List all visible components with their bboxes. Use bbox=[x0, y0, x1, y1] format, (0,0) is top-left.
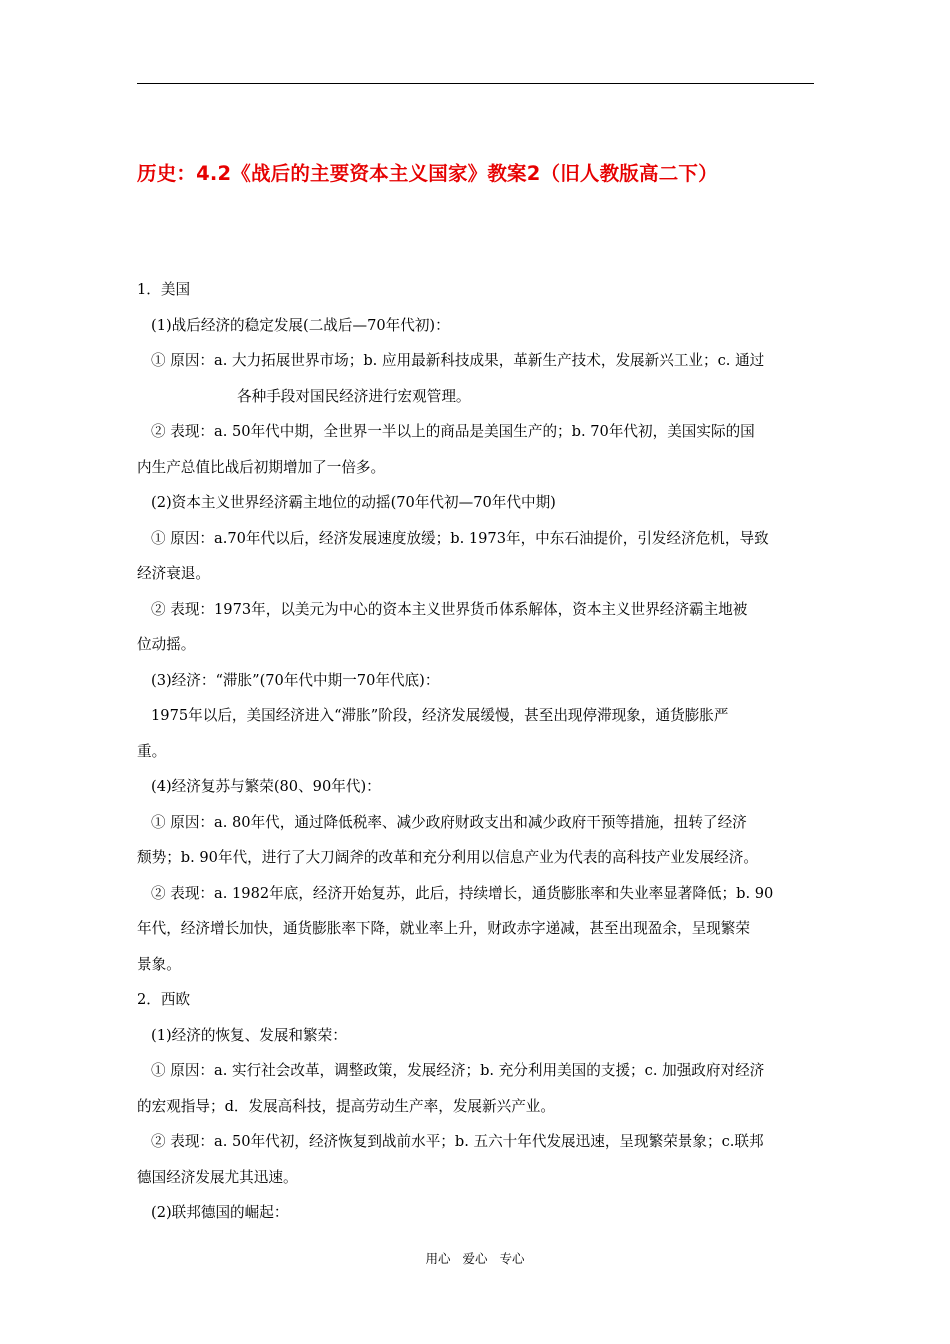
paragraph-line: 经济衰退。 bbox=[137, 565, 210, 582]
paragraph-line: ② 表现：a. 1982年底，经济开始复苏，此后，持续增长，通货膨胀率和失业率显著降低；b. 90 bbox=[151, 884, 774, 902]
paragraph-line: 内生产总值比战后初期增加了一倍多。 bbox=[137, 458, 386, 476]
paragraph-line: 的宏观指导；d．发展高科技，提高劳动生产率，发展新兴产业。 bbox=[137, 1097, 555, 1115]
paragraph-line: ① 原因：a. 大力拓展世界市场；b. 应用最新科技成果，革新生产技术，发展新兴工业；c. 通过 bbox=[151, 352, 765, 369]
paragraph-line: 各种手段对国民经济进行宏观管理。 bbox=[237, 387, 471, 405]
paragraph-line: ① 原因：a. 80年代，通过降低税率、减少政府财政支出和减少政府干预等措施，扭转了经济 bbox=[151, 813, 747, 831]
paragraph-line: 景象。 bbox=[137, 955, 181, 973]
document-title: 历史：4.2《战后的主要资本主义国家》教案2（旧人教版高二下） bbox=[137, 162, 718, 185]
paragraph-line: 1975年以后，美国经济进入“滞胀”阶段，经济发展缓慢，甚至出现停滞现象，通货膨胀严 bbox=[151, 707, 729, 724]
subsection-heading: (2)联邦德国的崛起： bbox=[151, 1204, 289, 1221]
paragraph-line: 德国经济发展尤其迅速。 bbox=[137, 1168, 298, 1186]
section-heading-usa: 1．美国 bbox=[137, 281, 191, 298]
paragraph-line: ② 表现：a. 50年代初，经济恢复到战前水平；b. 五六十年代发展迅速，呈现繁荣景象；c.联邦 bbox=[151, 1133, 764, 1150]
paragraph-line: 位动摇。 bbox=[137, 636, 196, 653]
paragraph-line: 颓势；b. 90年代，进行了大刀阔斧的改革和充分利用以信息产业为代表的高科技产业发展经济。 bbox=[137, 849, 758, 866]
subsection-heading: (4)经济复苏与繁荣(80、90年代)： bbox=[151, 778, 381, 795]
paragraph-line: ② 表现：a. 50年代中期，全世界一半以上的商品是美国生产的；b. 70年代初，美国实际的国 bbox=[151, 423, 755, 440]
subsection-heading: (1)经济的恢复、发展和繁荣： bbox=[151, 1026, 347, 1044]
paragraph-line: 年代，经济增长加快，通货膨胀率下降，就业率上升，财政赤字递减，甚至出现盈余，呈现繁荣 bbox=[137, 920, 750, 937]
section-heading-west-europe: 2．西欧 bbox=[137, 991, 191, 1008]
subsection-heading: (2)资本主义世界经济霸主地位的动摇(70年代初—70年代中期) bbox=[151, 494, 556, 511]
paragraph-line: ② 表现：1973年，以美元为中心的资本主义世界货币体系解体，资本主义世界经济霸主地被 bbox=[151, 600, 748, 618]
subsection-heading: (1)战后经济的稳定发展(二战后—70年代初)： bbox=[151, 316, 450, 334]
header-rule bbox=[137, 83, 814, 84]
paragraph-line: ① 原因：a. 实行社会改革，调整政策，发展经济；b. 充分利用美国的支援；c. 加强政府对经济 bbox=[151, 1062, 765, 1079]
paragraph-line: 重。 bbox=[137, 742, 167, 760]
document-body bbox=[137, 272, 817, 1231]
page-footer: 用心 爱心 专心 bbox=[425, 1251, 525, 1266]
paragraph-line: ① 原因：a.70年代以后，经济发展速度放缓；b. 1973年，中东石油提价，引发经济危机，导致 bbox=[151, 529, 769, 547]
subsection-heading: (3)经济：“滞胀”(70年代中期一70年代底)： bbox=[151, 671, 440, 689]
